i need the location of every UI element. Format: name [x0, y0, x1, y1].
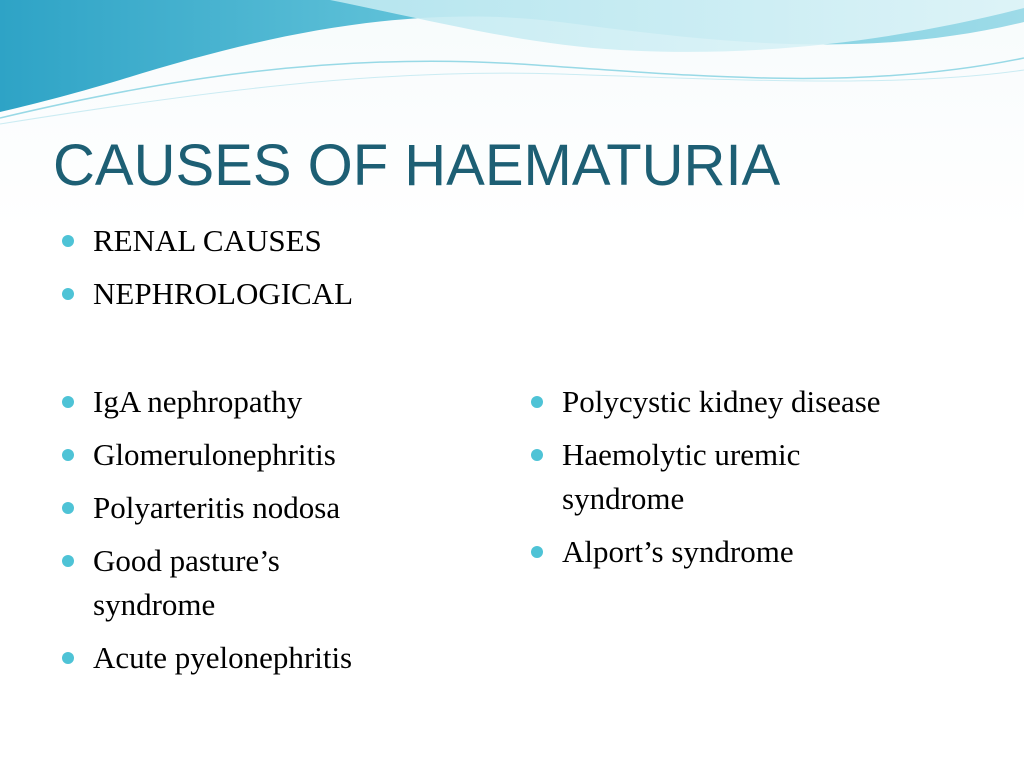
list-item: [54, 539, 393, 627]
bullet-dot-icon: [62, 652, 74, 664]
list-item-label: Glomerulonephritis: [93, 437, 336, 472]
wave-decoration: [0, 0, 1024, 130]
bullet-dot-icon: [62, 288, 74, 300]
list-item: [54, 272, 353, 316]
bullet-dot-icon: [531, 449, 543, 461]
list-item: [523, 530, 993, 574]
list-item-label: Polycystic kidney disease: [562, 384, 881, 419]
bullet-dot-icon: [62, 449, 74, 461]
bullet-dot-icon: [62, 555, 74, 567]
bullet-dot-icon: [62, 502, 74, 514]
list-item: [54, 486, 474, 530]
slide-title: CAUSES OF HAEMATURIA: [53, 133, 781, 198]
bullet-dot-icon: [531, 396, 543, 408]
list-item: [523, 380, 993, 424]
list-item-label: Acute pyelonephritis: [93, 640, 353, 675]
list-item: [54, 219, 353, 263]
list-item-label: Alport’s syndrome: [562, 534, 794, 569]
list-item: [54, 636, 474, 680]
bullet-dot-icon: [62, 235, 74, 247]
list-item-label: Haemolytic uremic syndrome: [562, 437, 801, 516]
list-item-label: NEPHROLOGICAL: [93, 276, 354, 311]
list-item: [54, 433, 474, 477]
list-item-label: Good pasture’s syndrome: [93, 543, 280, 622]
right-bullet-list: [523, 380, 993, 583]
list-item-label: IgA nephropathy: [93, 384, 303, 419]
header-bullet-list: [54, 219, 353, 325]
list-item-label: RENAL CAUSES: [93, 223, 322, 258]
left-bullet-list: [54, 380, 474, 689]
list-item: [54, 380, 474, 424]
bullet-dot-icon: [62, 396, 74, 408]
list-item-label: Polyarteritis nodosa: [93, 490, 341, 525]
bullet-dot-icon: [531, 546, 543, 558]
list-item: [523, 433, 892, 521]
